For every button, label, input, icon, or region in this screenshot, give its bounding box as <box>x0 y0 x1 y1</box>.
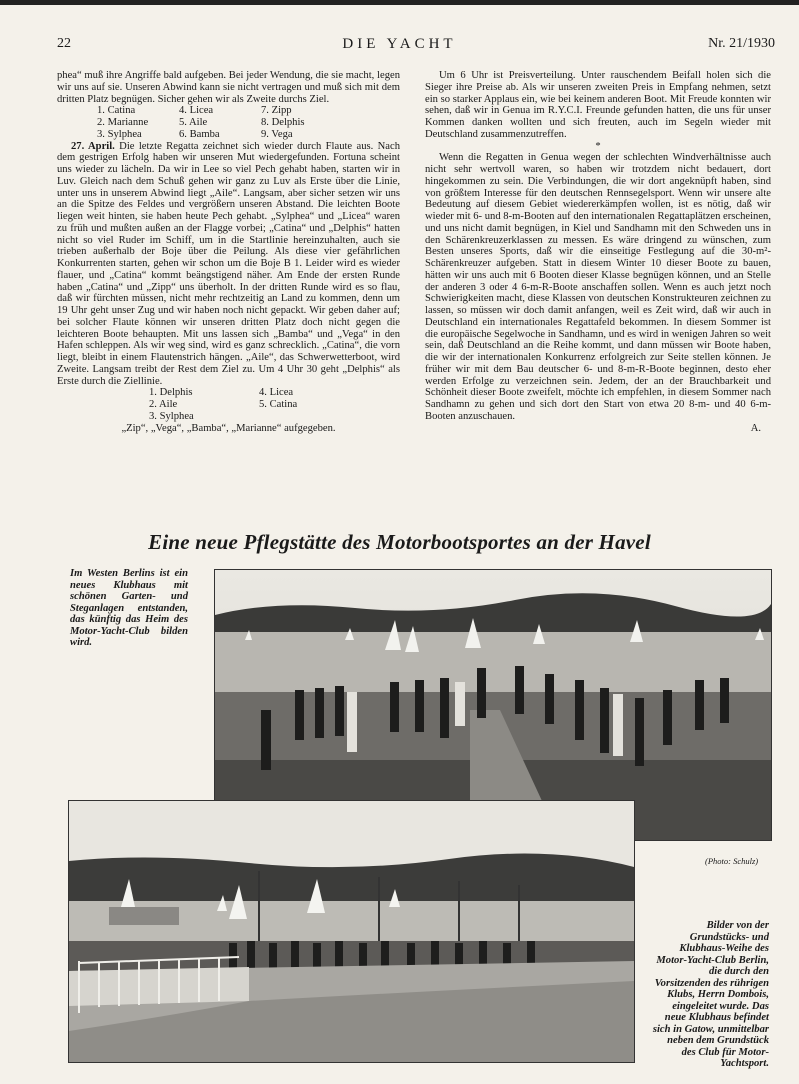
author-signature: A. <box>750 422 761 434</box>
result-cell: 3. Sylphea <box>97 128 142 140</box>
page-number: 22 <box>57 36 71 51</box>
retired-boats: „Zip“, „Vega“, „Bamba“, „Marianne“ aufgegeben. <box>121 422 336 434</box>
result-cell: 3. Sylphea <box>149 410 194 422</box>
photo-caption-bottom: Bilder von der Grundstücks- und Klubhaus-Weihe des Motor-Yacht-Club Berlin, die durch den Vorsitzenden des rührigen Klubs, Herrn Dombois, eingeleitet wurde. Das neue Klubhaus befindet sich in Gatow, unmittelbar neben dem Grundstück des Club für Motor-Yachtsport. <box>652 920 769 1069</box>
result-cell: 5. Aile <box>179 117 208 128</box>
result-cell: 8. Delphis <box>261 117 305 128</box>
result-cell <box>259 411 359 423</box>
result-cell: 2. Aile <box>149 399 178 410</box>
results-table-2 <box>57 387 400 422</box>
paragraph: phea“ muß ihre Angriffe bald aufgeben. Bei jeder Wendung, die sie macht, legen wir uns auf sie. Unseren Abwind kann sie nicht vertragen und muß sich mit dem dritten Platz begnügen. Sicher gehen wir als Zweite durchs Ziel. <box>57 70 400 105</box>
paragraph: Um 6 Uhr ist Preisverteilung. Unter rauschendem Beifall holen sich die Sieger ihre Preise ab. Als wir unseren zweiten Preis in Empfang nehmen, setzt ein so starker Applaus ein, wie bei keinem anderen Boot. Mit Freude konnten wir sehen, daß wir in Genua im R.Y.C.I. Freunde gefunden hatten, die uns für unser Kommen danken wollten und sich freuten, auch im Segeln wieder mit Deutschland zusammenzutreffen. <box>425 70 771 140</box>
article-headline: Eine neue Pflegstätte des Motorbootsportes an der Havel <box>148 530 651 554</box>
magazine-title: DIE YACHT <box>342 36 457 52</box>
result-cell: 1. Catina <box>97 105 136 117</box>
result-cell: 5. Catina <box>259 399 298 410</box>
date-lead: 27. April. <box>71 140 115 152</box>
photo-clubhouse-garden <box>68 800 635 1063</box>
paragraph <box>57 141 400 388</box>
result-cell: 7. Zipp <box>261 105 292 117</box>
right-column <box>425 70 771 434</box>
section-divider: * <box>595 140 601 152</box>
result-cell: 6. Bamba <box>179 128 220 140</box>
result-cell: 1. Delphis <box>149 387 193 399</box>
paragraph-text: Die letzte Regatta zeichnet sich wieder durch Flaute aus. Nach dem gestrigen Erfolg haben wir unseren Mut wiedergefunden. Fortuna scheint uns wieder zu lächeln. Da wir in Lee so viel Pech gehabt haben, starten wir in Luv. Gleich nach dem Schuß gehen wir ganz zu Luv als Erste über die Linie, unter uns in unserem Abwind liegt „Aile“. Langsam, aber sicher setzen wir uns an die Spitze des Feldes und vergrößern unseren Abstand. Die leichten Boote liegen weit hinten, sie haben heute Pech gehabt. „Sylphea“ und „Licea“ waren zu früh und mußten außen an der Flagge vorbei; „Catina“ und „Delphis“ hatten nicht so viel Ruder im Schiff, um in die Startlinie hereinzuhalten, auch sie trieben außerhalb der Boje über die Peilung. Als diese vier gefährlichen Konkurrenten starten, gehen wir schon um die Boje B 1. Leider wird es wieder flauer, und „Catina“ kommt beängstigend näher. Am Ende der ersten Runde haben „Catina“ und „Zipp“ uns überholt. In der dritten Runde wird es so flau, daß wir fürchten müssen, nicht mehr rechtzeitig an Land zu kommen, denn um 19 Uhr geht unser Zug und wir haben noch nicht gepackt. Wir geben daher auf; bei solcher Flaute können wir unseren dritten Platz doch nicht gegen die leichteren Boote behaupten. Mit uns lassen sich „Bamba“ und „Vega“ in den Hafen schleppen. Als wir weg sind, wird es ganz schrecklich. „Catina“, die vorn liegt, bleibt in einem Flautenstrich hängen. „Aile“, das Schwerwetterboot, wird Zweite. Langsam treibt der Rest dem Ziel zu. Um 4 Uhr 30 geht „Delphis“ als Erste durch die Ziellinie. <box>57 140 400 387</box>
top-rule <box>0 0 799 5</box>
result-cell: 4. Licea <box>259 387 294 399</box>
result-cell: 2. Marianne <box>97 117 149 128</box>
results-table-1 <box>57 105 400 140</box>
photo-credit: (Photo: Schulz) <box>705 856 759 866</box>
paragraph: Wenn die Regatten in Genua wegen der schlechten Windverhältnisse auch nicht sehr wertvoll waren, so haben wir trotzdem nicht bedauert, dort hingekommen zu sein. Die Verbindungen, die wir dort angeknüpft haben, sind von größtem Interesse für den deutschen Rennsegelsport. Wenn wir unsere alte Bedeutung auf diesem Gebiet wiedererkämpfen wollen, ist es nötig, daß wir wieder mit 6- und 8-m-Booten auf den internationalen Regattaplätzen erscheinen, und uns nicht damit begnügen, in Kiel und Sandhamn mit den Schweden uns in den Schärenkreuzerklassen zu messen. Es wäre dringend zu wünschen, zum Besten unseres Sports, daß wir die einseitige Festlegung auf die 30-m²-Schärenkreuzer aufgeben. Statt in diesem Winter 10 dieser Boote zu bauen, hätten wir uns auch mit 6 Booten dieser Klasse begnügen können, und an Stelle der anderen 3 oder 4 6-m-R-Boote anschaffen sollen. Wenn es auch jetzt noch Schwierigkeiten macht, diese Klassen von deutschen Konstrukteuren zeichnen zu lassen, so müssen wir doch damit anfangen, weil es Zeit wird, daß wir auch in Deutschland ein internationales Regattafeld bekommen. In diesem Sommer ist die europäische Segelwoche in Sandhamn, und es wird in wenigen Jahren so weit sein, daß Deutschland an die Reihe kommt, und dann müssen wir Boote haben, die wir der internationalen Konkurrenz erfolgreich zur Seite stellen können. Je früher wir mit dem Bau deutscher 6- und 8-m-R-Boote beginnen, desto eher werden Erfolge zu verzeichnen sein. Jedem, der an der Brauchbarkeit und Schönheit dieser Boote zweifelt, möchte ich empfehlen, in diesem Sommer nach Sandhamn zu gehen und sich dort den Start von etwa 20 8-m- und 40 6-m-Booten anzuschauen. <box>425 152 771 422</box>
result-cell: 9. Vega <box>261 128 293 140</box>
issue-number: Nr. 21/1930 <box>708 36 775 51</box>
result-cell: 4. Licea <box>179 105 214 117</box>
left-column <box>57 70 400 434</box>
photo-caption-top: Im Westen Berlins ist ein neues Klubhaus mit schönen Garten- und Steganlagen entstanden, das künftig das Heim des Motor-Yacht-Club bilden wird. <box>70 568 188 648</box>
